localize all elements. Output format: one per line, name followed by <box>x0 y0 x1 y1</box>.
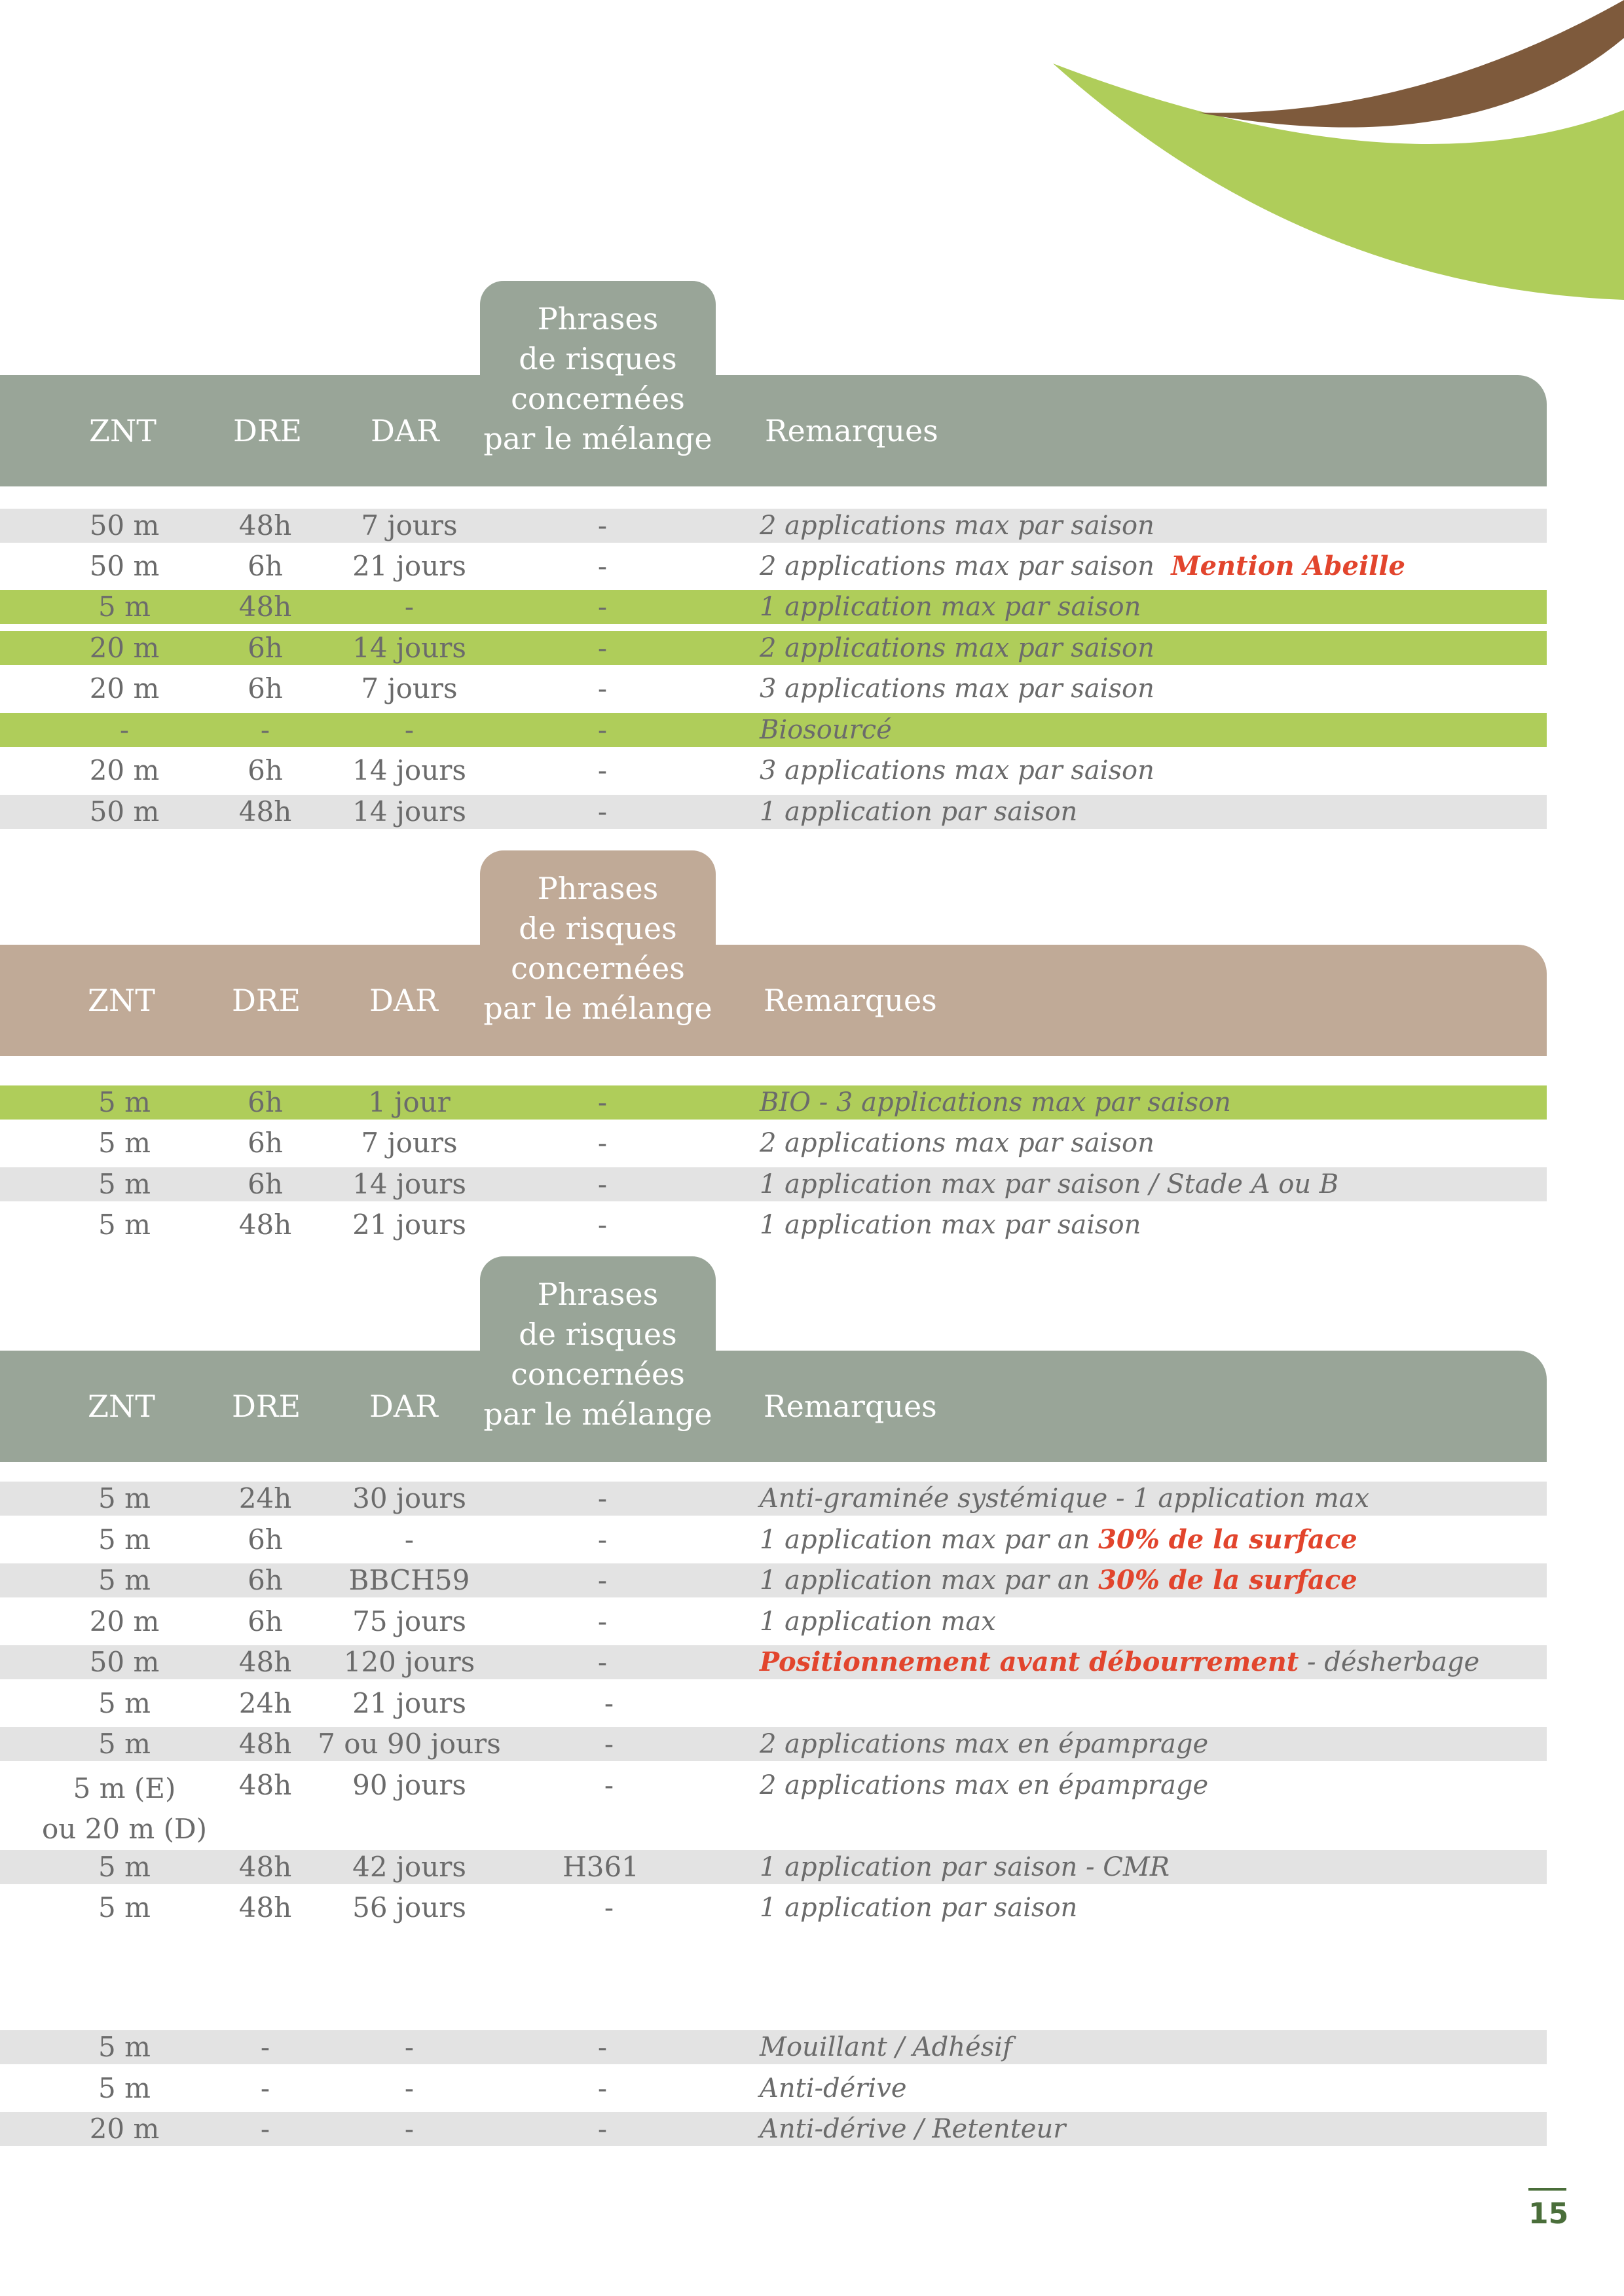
remark-cell: 1 application max <box>760 1607 996 1637</box>
table-row <box>0 1208 1547 1242</box>
phrases-header-tab <box>480 1256 716 1462</box>
phrases-header-tab <box>480 850 716 1056</box>
phrases-line: par le mélange <box>483 1396 712 1432</box>
swoosh-brown <box>1198 0 1624 128</box>
table-header <box>0 301 1547 486</box>
phrases-cell: - <box>597 1605 608 1637</box>
dar-cell: 7 jours <box>361 509 458 541</box>
header-dre: DRE <box>232 983 301 1018</box>
table-row <box>0 631 1547 665</box>
remark-cell: 1 application max par saison <box>760 1210 1141 1240</box>
phrases-cell: - <box>597 2031 608 2063</box>
phrases-cell: - <box>604 1687 614 1719</box>
znt-cell: 5 m <box>98 2031 151 2063</box>
znt-cell: 50 m <box>89 509 160 541</box>
dar-cell: - <box>404 714 415 746</box>
table-row <box>0 1891 1547 1925</box>
dre-cell: 24h <box>238 1687 292 1719</box>
znt-cell: 50 m <box>89 550 160 582</box>
phrases-cell: - <box>597 1564 608 1596</box>
header-dar: DAR <box>369 983 438 1018</box>
table-row <box>0 509 1547 543</box>
dre-cell: 48h <box>238 1769 292 1801</box>
dre-cell: 6h <box>248 1605 283 1637</box>
dar-cell: BBCH59 <box>348 1564 470 1596</box>
remark-cell: Biosourcé <box>760 715 892 745</box>
phrases-cell: - <box>597 591 608 623</box>
dar-cell: 56 jours <box>352 1891 466 1923</box>
remark-cell: Anti-dérive <box>760 2073 907 2104</box>
dar-cell: 42 jours <box>352 1851 466 1883</box>
header-znt: ZNT <box>88 1389 155 1424</box>
table-row <box>0 1563 1547 1597</box>
table-header <box>0 871 1547 1056</box>
table-row <box>0 1605 1547 1639</box>
remark-cell: BIO - 3 applications max par saison <box>760 1087 1231 1118</box>
table-row <box>0 1167 1547 1201</box>
phrases-line: Phrases <box>537 1277 659 1312</box>
remark-cell: 1 application par saison - CMR <box>760 1852 1170 1882</box>
table-row <box>0 1126 1547 1160</box>
remark-cell: 1 application par saison <box>760 1893 1078 1923</box>
phrases-line: concernées <box>511 951 685 986</box>
znt-cell: 5 m <box>98 1086 151 1118</box>
znt-cell: 50 m <box>89 795 160 828</box>
positionnement-highlight: Positionnement avant débourrement <box>760 1647 1299 1677</box>
table-row <box>0 1645 1547 1679</box>
header-dar: DAR <box>369 1389 438 1424</box>
phrases-cell: - <box>597 1086 608 1118</box>
dre-cell: 48h <box>238 1851 292 1883</box>
header-remarques: Remarques <box>764 1389 937 1424</box>
page-number: 15 <box>1528 2188 1566 2231</box>
znt-cell: 5 m <box>98 1209 151 1241</box>
dre-cell: - <box>260 2031 270 2063</box>
znt-cell: 5 m <box>98 1728 151 1760</box>
phrases-cell: - <box>597 1127 608 1159</box>
dre-cell: 24h <box>238 1482 292 1514</box>
phrases-cell: - <box>597 2113 608 2145</box>
dar-cell: 14 jours <box>352 754 466 786</box>
remark-cell: 2 applications max en épamprage <box>760 1729 1209 1759</box>
phrases-cell: - <box>597 632 608 664</box>
dre-cell: 6h <box>248 632 283 664</box>
table-row <box>0 1850 1547 1884</box>
phrases-line: de risques <box>519 341 677 376</box>
phrases-cell: - <box>604 1728 614 1760</box>
remark-cell: 2 applications max par saison <box>760 511 1154 541</box>
mention-abeille: Mention Abeille <box>1171 551 1405 581</box>
znt-cell: 20 m <box>89 2113 160 2145</box>
dre-cell: 6h <box>248 550 283 582</box>
dre-cell: 48h <box>238 1891 292 1923</box>
dre-cell: - <box>260 714 270 746</box>
znt-line: ou 20 m (D) <box>41 1813 208 1845</box>
dre-cell: 48h <box>238 795 292 828</box>
table-row <box>0 795 1547 829</box>
table-row <box>0 2112 1547 2146</box>
phrases-cell: - <box>597 754 608 786</box>
header-znt: ZNT <box>89 413 157 448</box>
table-row <box>0 1686 1547 1721</box>
table-row <box>0 1727 1547 1761</box>
table-row <box>0 672 1547 706</box>
phrases-line: de risques <box>519 1317 677 1352</box>
table-row <box>0 1085 1547 1120</box>
table-row <box>0 2071 1547 2105</box>
dar-cell: 14 jours <box>352 795 466 828</box>
phrases-cell: - <box>597 509 608 541</box>
dar-cell: 14 jours <box>352 1168 466 1200</box>
dre-cell: - <box>260 2072 270 2104</box>
phrases-line: concernées <box>511 381 685 416</box>
phrases-cell: - <box>604 1769 614 1801</box>
dar-cell: 21 jours <box>352 1687 466 1719</box>
znt-cell: 5 m <box>98 1687 151 1719</box>
dar-cell: 90 jours <box>352 1769 466 1801</box>
header-dre: DRE <box>232 1389 301 1424</box>
table-row <box>0 549 1547 583</box>
phrases-cell: - <box>597 795 608 828</box>
phrases-cell: - <box>597 550 608 582</box>
remark-cell: 2 applications max par saison <box>760 633 1154 663</box>
table-row <box>0 754 1547 788</box>
dar-cell: - <box>404 2031 415 2063</box>
dre-cell: 48h <box>238 509 292 541</box>
remark-cell: 3 applications max par saison <box>760 756 1154 786</box>
phrases-cell: - <box>597 1209 608 1241</box>
dre-cell: 6h <box>248 1168 283 1200</box>
znt-line: 5 m (E) <box>73 1772 176 1804</box>
dar-cell: 75 jours <box>352 1605 466 1637</box>
dar-cell: 21 jours <box>352 1209 466 1241</box>
znt-cell: 5 m <box>98 1891 151 1923</box>
table-row <box>0 1482 1547 1516</box>
remark-cell: Positionnement avant débourrement - désherbage <box>760 1647 1480 1677</box>
phrases-line: de risques <box>519 911 677 946</box>
phrases-header-tab <box>480 281 716 486</box>
remark-cell: 3 applications max par saison <box>760 674 1154 704</box>
znt-cell: 20 m <box>89 632 160 664</box>
phrases-cell: - <box>597 1523 608 1556</box>
znt-cell: - <box>119 714 130 746</box>
dre-cell: 6h <box>248 672 283 704</box>
remark-cell: 1 application max par saison / Stade A ou B <box>760 1169 1339 1199</box>
dar-cell: 30 jours <box>352 1482 466 1514</box>
table-row <box>0 2030 1547 2064</box>
znt-cell: 5 m <box>98 1564 151 1596</box>
remark-cell: 2 applications max par saison Mention Abeille <box>760 551 1405 581</box>
dar-cell: - <box>404 1523 415 1556</box>
dar-cell: - <box>404 2113 415 2145</box>
remark-cell: 1 application max par an 30% de la surface <box>760 1565 1357 1595</box>
phrases-line: concernées <box>511 1357 685 1392</box>
dar-cell: 7 ou 90 jours <box>318 1728 501 1760</box>
znt-cell: 5 m <box>98 1168 151 1200</box>
phrases-line: Phrases <box>537 871 659 906</box>
phrases-cell: - <box>597 2072 608 2104</box>
dre-cell: 6h <box>248 1564 283 1596</box>
remark-cell: 1 application max par saison <box>760 592 1141 622</box>
dar-cell: 21 jours <box>352 550 466 582</box>
dre-cell: 48h <box>238 1646 292 1678</box>
dar-cell: - <box>404 2072 415 2104</box>
znt-cell: 50 m <box>89 1646 160 1678</box>
phrases-cell: H361 <box>563 1851 639 1883</box>
phrases-cell: - <box>597 714 608 746</box>
dar-cell: 120 jours <box>343 1646 475 1678</box>
phrases-line: Phrases <box>537 301 659 337</box>
phrases-cell: - <box>604 1891 614 1923</box>
znt-cell: 20 m <box>89 672 160 704</box>
dar-cell: 7 jours <box>361 672 458 704</box>
table-row <box>0 590 1547 624</box>
dar-cell: - <box>404 591 415 623</box>
dar-cell: 14 jours <box>352 632 466 664</box>
remark-cell: 1 application par saison <box>760 797 1078 827</box>
surface-highlight: 30% de la surface <box>1098 1524 1357 1555</box>
header-dre: DRE <box>233 413 303 448</box>
phrases-line: par le mélange <box>483 421 712 456</box>
dre-cell: 48h <box>238 1209 292 1241</box>
header-remarques: Remarques <box>765 413 938 448</box>
dar-cell: 7 jours <box>361 1127 458 1159</box>
table-header <box>0 1277 1547 1462</box>
dre-cell: 48h <box>238 1728 292 1760</box>
znt-cell: 5 m <box>98 2072 151 2104</box>
dre-cell: 6h <box>248 1086 283 1118</box>
znt-cell: 20 m <box>89 1605 160 1637</box>
dre-cell: 48h <box>238 591 292 623</box>
remark-cell: Anti-graminée systémique - 1 application max <box>760 1484 1370 1514</box>
dre-cell: 6h <box>248 1127 283 1159</box>
phrases-cell: - <box>597 1482 608 1514</box>
dre-cell: 6h <box>248 1523 283 1556</box>
header-znt: ZNT <box>88 983 155 1018</box>
table-row <box>0 1768 1547 1847</box>
table-row <box>0 1523 1547 1557</box>
dre-cell: 6h <box>248 754 283 786</box>
znt-cell: 5 m <box>98 1851 151 1883</box>
phrases-cell: - <box>597 1646 608 1678</box>
remark-cell: 1 application max par an 30% de la surface <box>760 1524 1357 1555</box>
header-dar: DAR <box>371 413 439 448</box>
decorative-swoosh <box>0 0 1624 314</box>
remark-cell: 2 applications max en épamprage <box>760 1770 1209 1800</box>
header-remarques: Remarques <box>764 983 937 1018</box>
phrases-cell: - <box>597 672 608 704</box>
remark-cell: Mouillant / Adhésif <box>760 2032 1012 2062</box>
dar-cell: 1 jour <box>368 1086 451 1118</box>
swoosh-green <box>1053 64 1624 300</box>
znt-cell: 5 m <box>98 591 151 623</box>
phrases-line: par le mélange <box>483 991 712 1026</box>
znt-cell: 5 m <box>98 1482 151 1514</box>
znt-cell: 5 m <box>98 1127 151 1159</box>
phrases-cell: - <box>597 1168 608 1200</box>
surface-highlight: 30% de la surface <box>1098 1565 1357 1595</box>
dre-cell: - <box>260 2113 270 2145</box>
znt-cell: 5 m <box>98 1523 151 1556</box>
table-row <box>0 713 1547 747</box>
remark-cell: 2 applications max par saison <box>760 1128 1154 1158</box>
znt-cell <box>26 1768 223 1850</box>
remark-cell: Anti-dérive / Retenteur <box>760 2114 1066 2144</box>
znt-cell: 20 m <box>89 754 160 786</box>
